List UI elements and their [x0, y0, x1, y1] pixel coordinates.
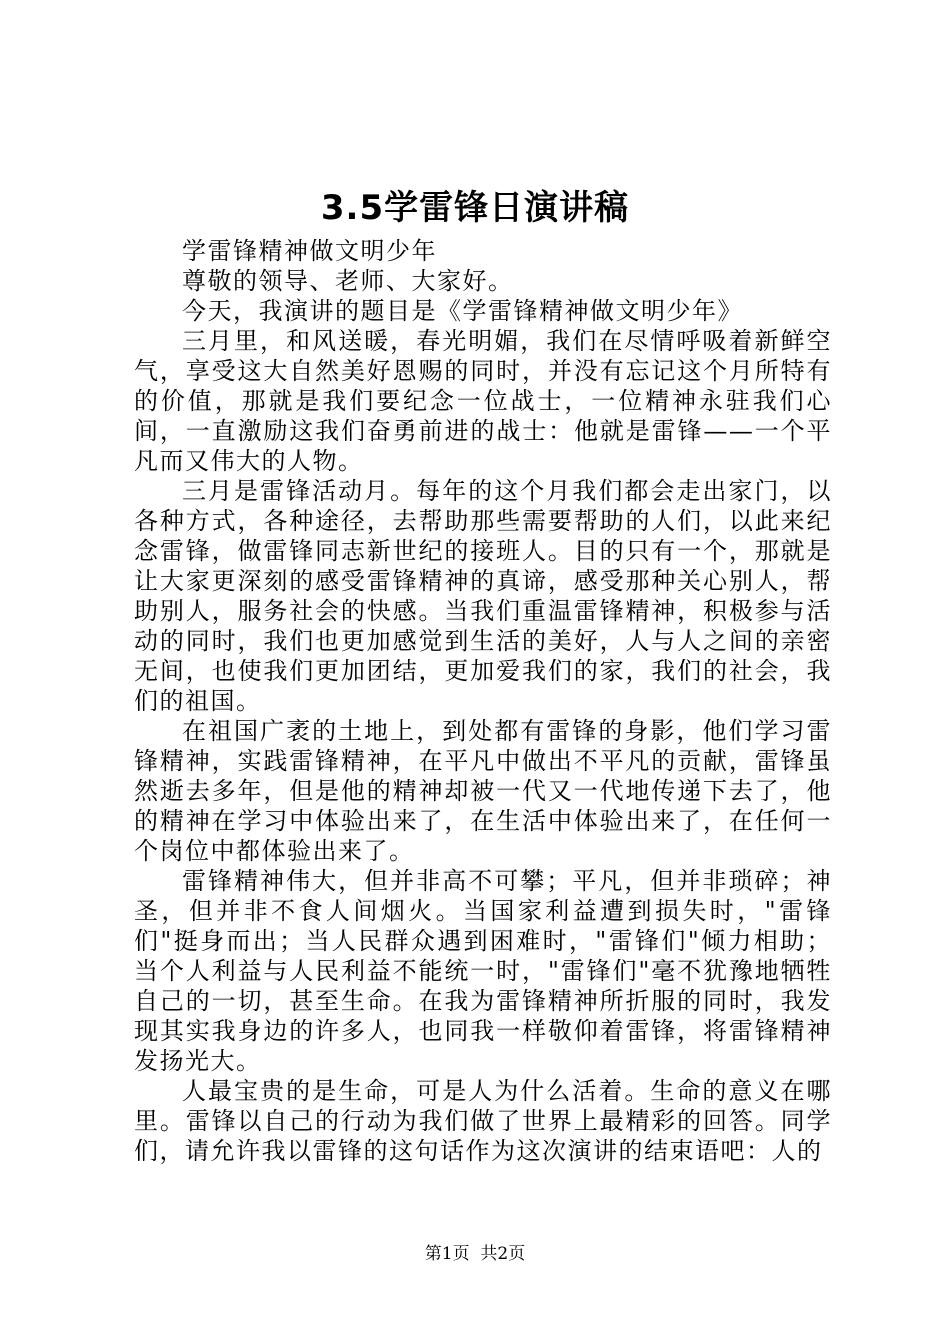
paragraph-topic: 今天，我演讲的题目是《学雷锋精神做文明少年》 — [182, 297, 743, 325]
footer-gap — [470, 1244, 481, 1264]
document-title: 3.5学雷锋日演讲稿 — [320, 188, 630, 228]
paragraph-march: 三月里，和风送暖，春光明媚，我们在尽情呼吸着新鲜空气，享受这大自然美好恩赐的同时，并没有忘记这个月所特有的价值，那就是我们要纪念一位战士，一位精神永驻我们心间，一直激励这我们奋勇前进的战士：他就是雷锋——一个平凡而又伟大的人物。 — [134, 327, 832, 475]
paragraph-subtitle: 学雷锋精神做文明少年 — [182, 237, 437, 265]
page-number-total: 共2页 — [480, 1244, 526, 1264]
paragraph-greeting: 尊敬的领导、老师、大家好。 — [182, 267, 514, 295]
paragraph-activity-month: 三月是雷锋活动月。每年的这个月我们都会走出家门，以各种方式，各种途径，去帮助那些需要帮助的人们，以此来纪念雷锋，做雷锋同志新世纪的接班人。目的只有一个，那就是让大家更深刻的感受雷锋精神的真谛，感受那种关心别人，帮助别人，服务社会的快感。当我们重温雷锋精神，积极参与活动的同时，我们也更加感觉到生活的美好，人与人之间的亲密无间，也使我们更加团结，更加爱我们的家，我们的社会，我们的祖国。 — [134, 477, 832, 715]
paragraph-spirit: 雷锋精神伟大，但并非高不可攀；平凡，但并非琐碎；神圣，但并非不食人间烟火。当国家利益遭到损失时，"雷锋们"挺身而出；当人民群众遇到困难时，"雷锋们"倾力相助；当个人利益与人民利益不能统一时，"雷锋们"毫不犹豫地牺牲自己的一切，甚至生命。在我为雷锋精神所折服的同时，我发现其实我身边的许多人，也同我一样敬仰着雷锋，将雷锋精神发扬光大。 — [134, 867, 832, 1075]
page-footer — [0, 1243, 950, 1265]
paragraph-life: 人最宝贵的是生命，可是人为什么活着。生命的意义在哪里。雷锋以自己的行动为我们做了世界上最精彩的回答。同学们，请允许我以雷锋的这句话作为这次演讲的结束语吧：人的 — [134, 1077, 832, 1165]
page-number-current: 第1页 — [424, 1244, 470, 1264]
document-body — [134, 236, 832, 1166]
paragraph-motherland: 在祖国广袤的土地上，到处都有雷锋的身影，他们学习雷锋精神，实践雷锋精神，在平凡中做出不平凡的贡献，雷锋虽然逝去多年，但是他的精神却被一代又一代地传递下去了，他的精神在学习中体验出来了，在生活中体验出来了，在任何一个岗位中都体验出来了。 — [134, 717, 832, 865]
